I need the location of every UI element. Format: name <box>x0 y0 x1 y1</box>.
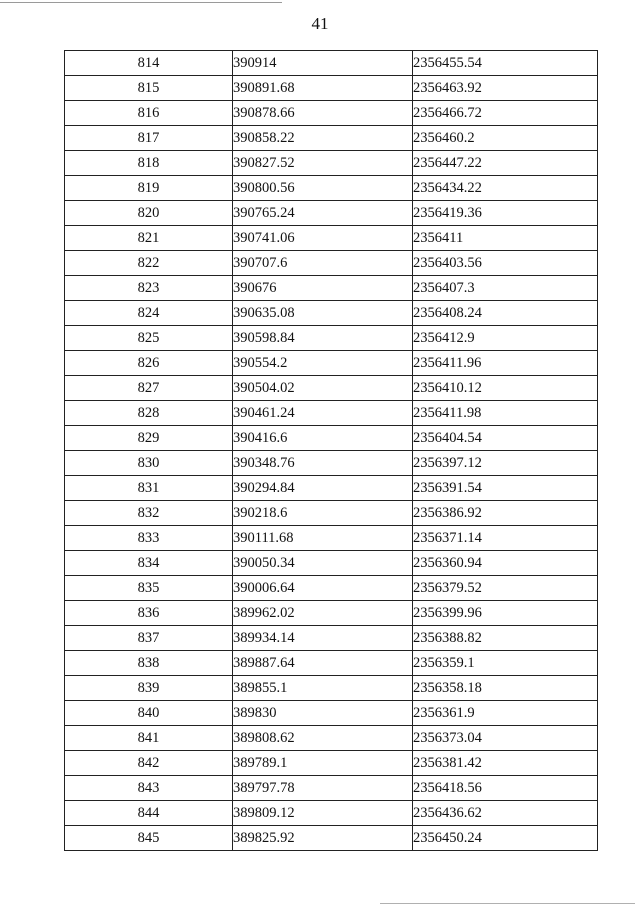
table-row <box>65 776 598 801</box>
table-row <box>65 751 598 776</box>
table-row <box>65 76 598 101</box>
point-number-cell: 827 <box>65 376 233 401</box>
point-number-cell: 831 <box>65 476 233 501</box>
y-coordinate-cell: 2356455.54 <box>413 51 598 76</box>
coordinates-table-body <box>65 51 598 851</box>
y-coordinate-cell: 2356460.2 <box>413 126 598 151</box>
point-number-cell: 823 <box>65 276 233 301</box>
table-row <box>65 351 598 376</box>
x-coordinate-cell: 390416.6 <box>233 426 413 451</box>
y-coordinate-cell: 2356388.82 <box>413 626 598 651</box>
table-row <box>65 126 598 151</box>
table-row <box>65 401 598 426</box>
table-row <box>65 626 598 651</box>
y-coordinate-cell: 2356419.36 <box>413 201 598 226</box>
y-coordinate-cell: 2356418.56 <box>413 776 598 801</box>
x-coordinate-cell: 390914 <box>233 51 413 76</box>
table-row <box>65 601 598 626</box>
point-number-cell: 838 <box>65 651 233 676</box>
table-row <box>65 551 598 576</box>
point-number-cell: 844 <box>65 801 233 826</box>
point-number-cell: 817 <box>65 126 233 151</box>
y-coordinate-cell: 2356463.92 <box>413 76 598 101</box>
table-row <box>65 826 598 851</box>
y-coordinate-cell: 2356386.92 <box>413 501 598 526</box>
table-row <box>65 651 598 676</box>
x-coordinate-cell: 390348.76 <box>233 451 413 476</box>
scan-edge-top <box>0 2 282 3</box>
y-coordinate-cell: 2356379.52 <box>413 576 598 601</box>
y-coordinate-cell: 2356411.96 <box>413 351 598 376</box>
y-coordinate-cell: 2356436.62 <box>413 801 598 826</box>
x-coordinate-cell: 390111.68 <box>233 526 413 551</box>
table-row <box>65 701 598 726</box>
point-number-cell: 841 <box>65 726 233 751</box>
y-coordinate-cell: 2356361.9 <box>413 701 598 726</box>
x-coordinate-cell: 390676 <box>233 276 413 301</box>
x-coordinate-cell: 389855.1 <box>233 676 413 701</box>
table-row <box>65 151 598 176</box>
x-coordinate-cell: 390006.64 <box>233 576 413 601</box>
table-row <box>65 101 598 126</box>
x-coordinate-cell: 390827.52 <box>233 151 413 176</box>
point-number-cell: 816 <box>65 101 233 126</box>
table-row <box>65 801 598 826</box>
x-coordinate-cell: 389808.62 <box>233 726 413 751</box>
point-number-cell: 821 <box>65 226 233 251</box>
y-coordinate-cell: 2356359.1 <box>413 651 598 676</box>
x-coordinate-cell: 390707.6 <box>233 251 413 276</box>
y-coordinate-cell: 2356408.24 <box>413 301 598 326</box>
point-number-cell: 833 <box>65 526 233 551</box>
table-row <box>65 526 598 551</box>
x-coordinate-cell: 390461.24 <box>233 401 413 426</box>
point-number-cell: 842 <box>65 751 233 776</box>
table-row <box>65 201 598 226</box>
point-number-cell: 828 <box>65 401 233 426</box>
point-number-cell: 832 <box>65 501 233 526</box>
x-coordinate-cell: 390294.84 <box>233 476 413 501</box>
y-coordinate-cell: 2356411.98 <box>413 401 598 426</box>
point-number-cell: 826 <box>65 351 233 376</box>
table-row <box>65 476 598 501</box>
point-number-cell: 837 <box>65 626 233 651</box>
x-coordinate-cell: 390598.84 <box>233 326 413 351</box>
x-coordinate-cell: 390050.34 <box>233 551 413 576</box>
y-coordinate-cell: 2356466.72 <box>413 101 598 126</box>
point-number-cell: 814 <box>65 51 233 76</box>
y-coordinate-cell: 2356404.54 <box>413 426 598 451</box>
x-coordinate-cell: 389809.12 <box>233 801 413 826</box>
x-coordinate-cell: 390218.6 <box>233 501 413 526</box>
point-number-cell: 843 <box>65 776 233 801</box>
x-coordinate-cell: 389830 <box>233 701 413 726</box>
table-row <box>65 176 598 201</box>
y-coordinate-cell: 2356360.94 <box>413 551 598 576</box>
x-coordinate-cell: 390858.22 <box>233 126 413 151</box>
coordinates-table <box>64 50 598 851</box>
point-number-cell: 815 <box>65 76 233 101</box>
point-number-cell: 829 <box>65 426 233 451</box>
table-row <box>65 376 598 401</box>
point-number-cell: 820 <box>65 201 233 226</box>
x-coordinate-cell: 389789.1 <box>233 751 413 776</box>
y-coordinate-cell: 2356447.22 <box>413 151 598 176</box>
point-number-cell: 825 <box>65 326 233 351</box>
table-row <box>65 301 598 326</box>
point-number-cell: 818 <box>65 151 233 176</box>
x-coordinate-cell: 390891.68 <box>233 76 413 101</box>
y-coordinate-cell: 2356397.12 <box>413 451 598 476</box>
x-coordinate-cell: 390741.06 <box>233 226 413 251</box>
point-number-cell: 819 <box>65 176 233 201</box>
y-coordinate-cell: 2356358.18 <box>413 676 598 701</box>
point-number-cell: 824 <box>65 301 233 326</box>
x-coordinate-cell: 390800.56 <box>233 176 413 201</box>
point-number-cell: 845 <box>65 826 233 851</box>
point-number-cell: 836 <box>65 601 233 626</box>
x-coordinate-cell: 390878.66 <box>233 101 413 126</box>
table-row <box>65 276 598 301</box>
y-coordinate-cell: 2356434.22 <box>413 176 598 201</box>
table-row <box>65 576 598 601</box>
x-coordinate-cell: 389887.64 <box>233 651 413 676</box>
x-coordinate-cell: 389962.02 <box>233 601 413 626</box>
x-coordinate-cell: 390765.24 <box>233 201 413 226</box>
x-coordinate-cell: 389825.92 <box>233 826 413 851</box>
point-number-cell: 839 <box>65 676 233 701</box>
table-row <box>65 426 598 451</box>
table-row <box>65 501 598 526</box>
x-coordinate-cell: 389797.78 <box>233 776 413 801</box>
page-number: 41 <box>311 14 329 33</box>
y-coordinate-cell: 2356371.14 <box>413 526 598 551</box>
y-coordinate-cell: 2356391.54 <box>413 476 598 501</box>
point-number-cell: 822 <box>65 251 233 276</box>
table-row <box>65 726 598 751</box>
table-row <box>65 51 598 76</box>
scan-edge-bottom <box>380 903 635 904</box>
table-row <box>65 226 598 251</box>
point-number-cell: 830 <box>65 451 233 476</box>
y-coordinate-cell: 2356411 <box>413 226 598 251</box>
table-row <box>65 251 598 276</box>
x-coordinate-cell: 390504.02 <box>233 376 413 401</box>
y-coordinate-cell: 2356450.24 <box>413 826 598 851</box>
table-row <box>65 451 598 476</box>
y-coordinate-cell: 2356399.96 <box>413 601 598 626</box>
point-number-cell: 834 <box>65 551 233 576</box>
y-coordinate-cell: 2356407.3 <box>413 276 598 301</box>
table-row <box>65 326 598 351</box>
x-coordinate-cell: 390554.2 <box>233 351 413 376</box>
y-coordinate-cell: 2356403.56 <box>413 251 598 276</box>
y-coordinate-cell: 2356373.04 <box>413 726 598 751</box>
y-coordinate-cell: 2356412.9 <box>413 326 598 351</box>
y-coordinate-cell: 2356381.42 <box>413 751 598 776</box>
x-coordinate-cell: 389934.14 <box>233 626 413 651</box>
point-number-cell: 835 <box>65 576 233 601</box>
x-coordinate-cell: 390635.08 <box>233 301 413 326</box>
table-row <box>65 676 598 701</box>
point-number-cell: 840 <box>65 701 233 726</box>
y-coordinate-cell: 2356410.12 <box>413 376 598 401</box>
